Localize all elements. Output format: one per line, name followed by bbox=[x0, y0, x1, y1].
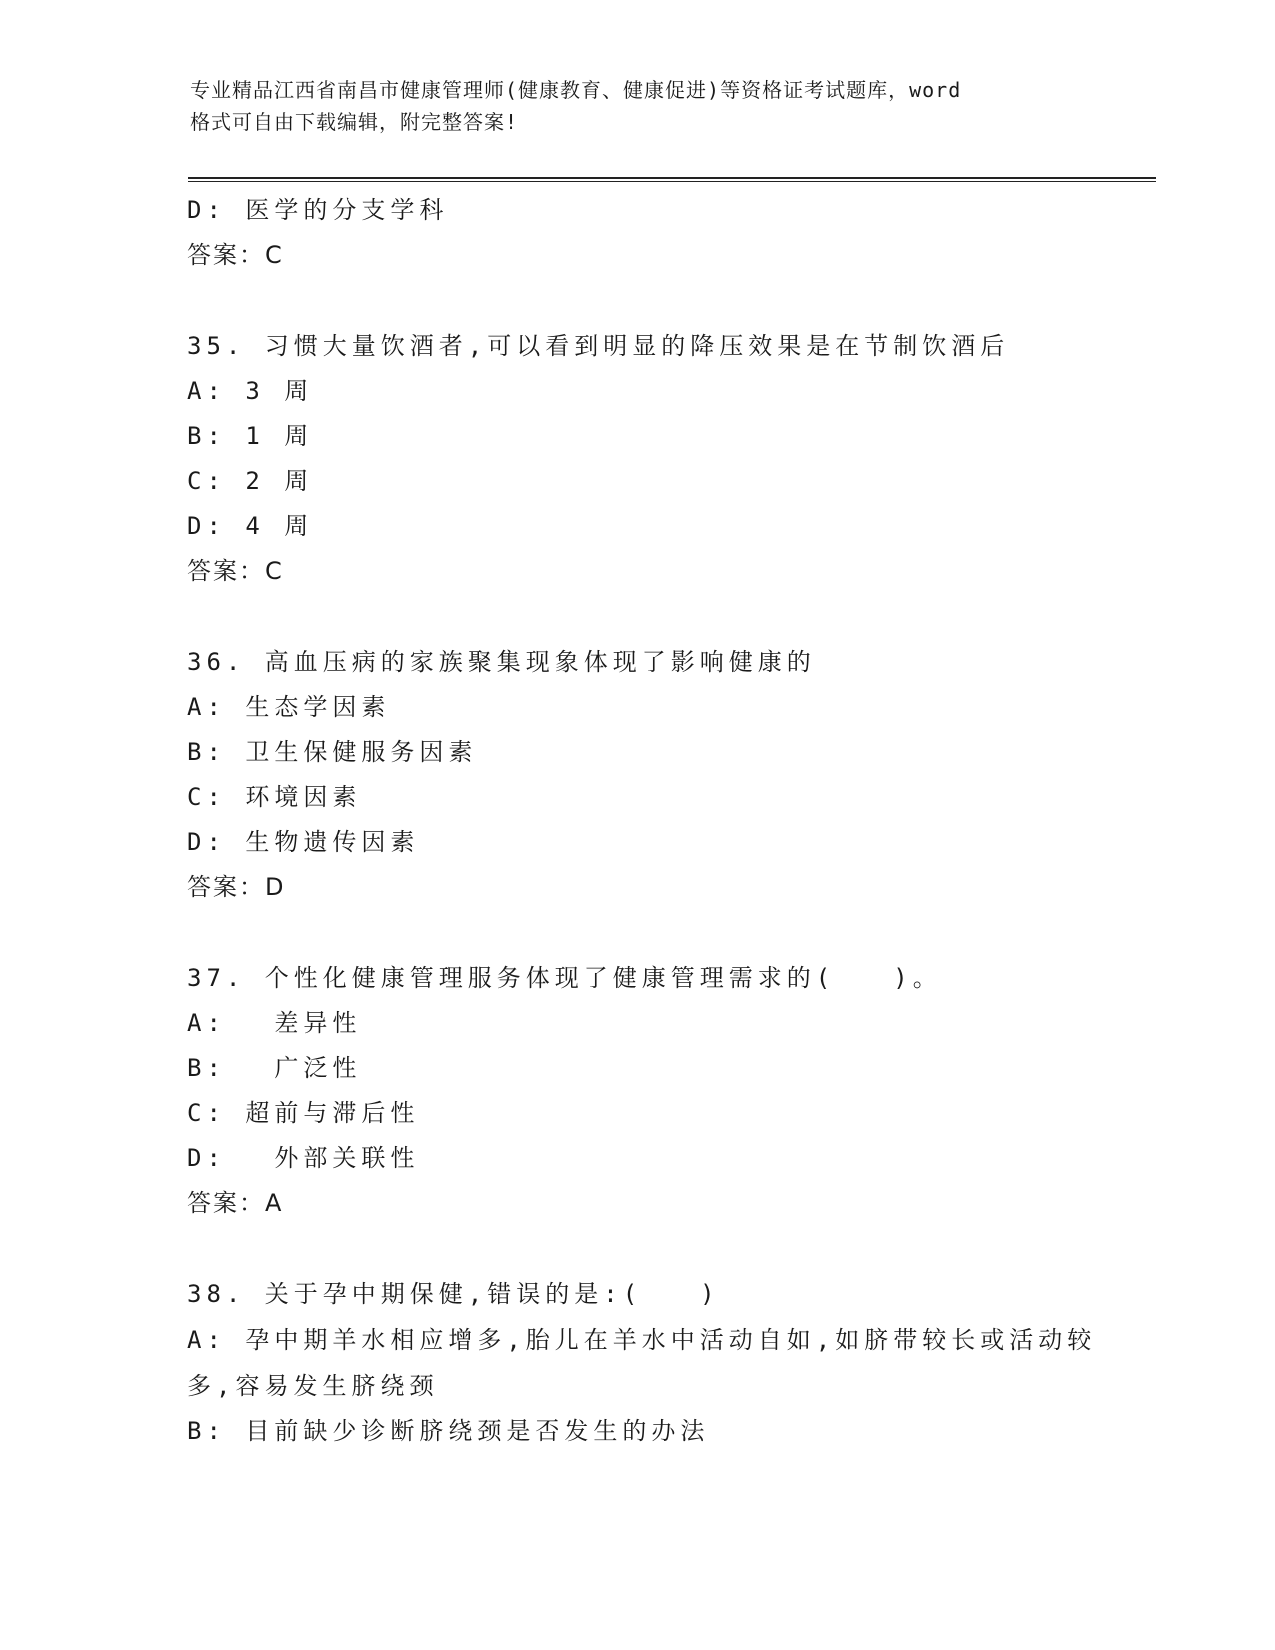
question-35-option-c: C: 2 周 bbox=[187, 467, 314, 495]
question-35-option-b: B: 1 周 bbox=[187, 422, 314, 450]
question-37-stem: 37. 个性化健康管理服务体现了健康管理需求的( )。 bbox=[187, 964, 942, 992]
question-37-option-a: A: 差异性 bbox=[187, 1009, 362, 1037]
header-line-1: 专业精品江西省南昌市健康管理师(健康教育、健康促进)等资格证考试题库，word bbox=[190, 78, 962, 102]
spacer bbox=[187, 278, 1117, 324]
question-36-option-d: D: 生物遗传因素 bbox=[187, 828, 420, 856]
question-38-option-a: A: 孕中期羊水相应增多,胎儿在羊水中活动自如,如脐带较长或活动较多,容易发生脐绕颈 bbox=[187, 1326, 1097, 1400]
question-36-stem: 36. 高血压病的家族聚集现象体现了影响健康的 bbox=[187, 648, 816, 676]
question-38-option-b: B: 目前缺少诊断脐绕颈是否发生的办法 bbox=[187, 1417, 710, 1445]
header-divider bbox=[188, 177, 1156, 182]
spacer bbox=[187, 594, 1117, 640]
question-35-stem: 35. 习惯大量饮酒者,可以看到明显的降压效果是在节制饮酒后 bbox=[187, 332, 1010, 360]
question-content bbox=[187, 188, 1117, 1454]
document-header bbox=[190, 74, 1100, 138]
question-37-option-b: B: 广泛性 bbox=[187, 1054, 362, 1082]
question-36-option-a: A: 生态学因素 bbox=[187, 693, 391, 721]
prev-answer: 答案：C bbox=[187, 241, 284, 269]
question-36-option-b: B: 卫生保健服务因素 bbox=[187, 738, 478, 766]
question-36-answer: 答案：D bbox=[187, 873, 286, 901]
question-37-option-d: D: 外部关联性 bbox=[187, 1144, 420, 1172]
question-37-option-c: C: 超前与滞后性 bbox=[187, 1099, 420, 1127]
question-35-option-a: A: 3 周 bbox=[187, 377, 314, 405]
question-36-option-c: C: 环境因素 bbox=[187, 783, 362, 811]
question-35-answer: 答案：C bbox=[187, 557, 284, 585]
question-35-option-d: D: 4 周 bbox=[187, 512, 314, 540]
question-38-stem: 38. 关于孕中期保健,错误的是:( ) bbox=[187, 1280, 720, 1308]
spacer bbox=[187, 1226, 1117, 1272]
spacer bbox=[187, 910, 1117, 956]
header-line-2: 格式可自由下载编辑，附完整答案! bbox=[190, 110, 519, 134]
question-37-answer: 答案：A bbox=[187, 1189, 284, 1217]
prev-option-d: D: 医学的分支学科 bbox=[187, 196, 449, 224]
